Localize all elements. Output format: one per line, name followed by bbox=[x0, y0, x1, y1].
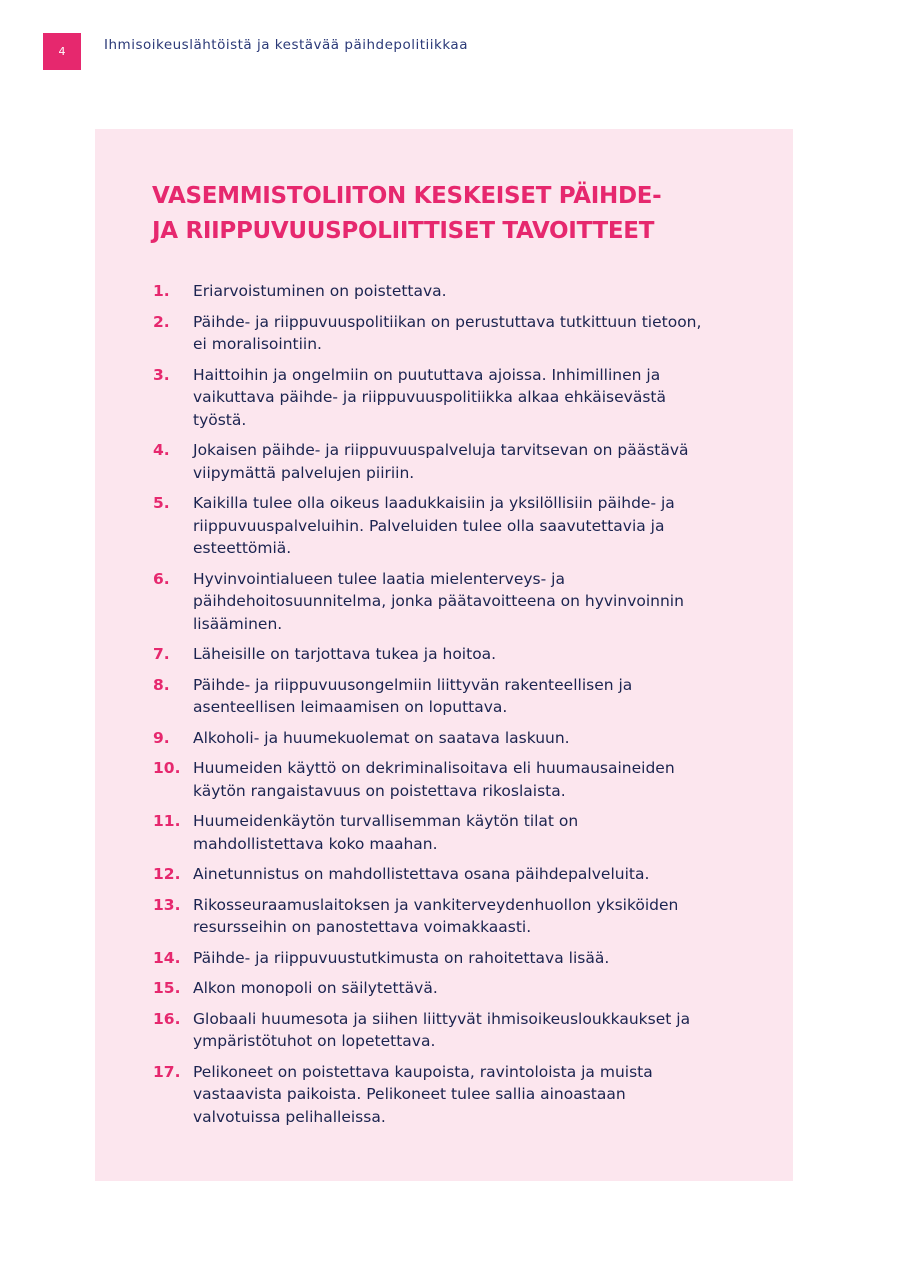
goal-item bbox=[153, 643, 713, 666]
goal-item bbox=[153, 757, 713, 802]
goals-panel bbox=[95, 129, 793, 1181]
goal-number: 2. bbox=[153, 312, 170, 331]
goal-number: 17. bbox=[153, 1062, 181, 1081]
panel-heading bbox=[152, 179, 772, 249]
goal-item bbox=[153, 894, 713, 939]
heading-line-1: VASEMMISTOLIITON KESKEISET PÄIHDE- bbox=[152, 183, 662, 209]
goal-text: Huumeidenkäytön turvallisemman käytön tilat on mahdollistettava koko maahan. bbox=[193, 812, 579, 853]
goal-text: Eriarvoistuminen on poistettava. bbox=[193, 282, 447, 300]
goal-item bbox=[153, 311, 713, 356]
goal-text: Päihde- ja riippuvuuspolitiikan on perustuttava tutkittuun tietoon, ei moralisointiin. bbox=[193, 312, 702, 353]
goal-number: 16. bbox=[153, 1009, 181, 1028]
goal-item bbox=[153, 727, 713, 750]
goal-text: Alkon monopoli on säilytettävä. bbox=[193, 979, 438, 997]
goal-text: Päihde- ja riippuvuusongelmiin liittyvän rakenteellisen ja asenteellisen leimaamisen on loputtava. bbox=[193, 675, 633, 716]
goal-item bbox=[153, 439, 713, 484]
goal-number: 4. bbox=[153, 441, 170, 459]
goal-item bbox=[153, 674, 713, 719]
goal-number: 10. bbox=[153, 759, 181, 777]
goal-item bbox=[153, 1061, 713, 1129]
goal-number: 14. bbox=[153, 948, 181, 967]
goal-text: Päihde- ja riippuvuustutkimusta on rahoitettava lisää. bbox=[193, 948, 610, 967]
goal-text: Jokaisen päihde- ja riippuvuuspalveluja tarvitsevan on päästävä viipymättä palvelujen piiriin. bbox=[193, 441, 689, 482]
goal-number: 15. bbox=[153, 979, 181, 997]
goal-number: 12. bbox=[153, 865, 181, 883]
goal-text: Rikosseuraamuslaitoksen ja vankiterveydenhuollon yksiköiden resursseihin on panostettava voimakkaasti. bbox=[193, 895, 679, 936]
goal-number: 9. bbox=[153, 728, 170, 747]
goal-number: 13. bbox=[153, 895, 181, 914]
goal-item bbox=[153, 947, 713, 970]
goal-text: Huumeiden käyttö on dekriminalisoitava eli huumausaineiden käytön rangaistavuus on poistettava rikoslaista. bbox=[193, 759, 675, 800]
goal-text: Hyvinvointialueen tulee laatia mielenterveys- ja päihdehoitosuunnitelma, jonka päätavoitteena on hyvinvoinnin lisääminen. bbox=[193, 569, 684, 633]
goals-list bbox=[153, 280, 713, 1136]
heading-line-2: JA RIIPPUVUUSPOLIITTISET TAVOITTEET bbox=[152, 218, 655, 244]
goal-item bbox=[153, 863, 713, 886]
goal-text: Alkoholi- ja huumekuolemat on saatava laskuun. bbox=[193, 728, 570, 747]
goal-item bbox=[153, 364, 713, 432]
goal-item bbox=[153, 810, 713, 855]
goal-item bbox=[153, 492, 713, 560]
goal-number: 1. bbox=[153, 282, 170, 300]
goal-item bbox=[153, 977, 713, 1000]
goal-item bbox=[153, 1008, 713, 1053]
goal-text: Ainetunnistus on mahdollistettava osana päihdepalveluita. bbox=[193, 865, 650, 883]
goal-number: 6. bbox=[153, 569, 170, 588]
goal-number: 8. bbox=[153, 675, 170, 694]
page-number-badge: 4 bbox=[43, 33, 81, 70]
goal-number: 7. bbox=[153, 645, 170, 663]
goal-item bbox=[153, 568, 713, 636]
goal-text: Globaali huumesota ja siihen liittyvät ihmisoikeusloukkaukset ja ympäristötuhot on lopetettava. bbox=[193, 1009, 691, 1050]
goal-number: 3. bbox=[153, 365, 170, 384]
goal-item bbox=[153, 280, 713, 303]
running-header-title: Ihmisoikeuslähtöistä ja kestävää päihdepolitiikkaa bbox=[104, 37, 468, 53]
goal-number: 11. bbox=[153, 812, 181, 830]
goal-text: Haittoihin ja ongelmiin on puututtava ajoissa. Inhimillinen ja vaikuttava päihde- ja riippuvuuspolitiikka alkaa ehkäisevästä työstä. bbox=[193, 365, 666, 429]
goal-text: Läheisille on tarjottava tukea ja hoitoa. bbox=[193, 645, 497, 663]
goal-text: Kaikilla tulee olla oikeus laadukkaisiin ja yksilöllisiin päihde- ja riippuvuuspalveluihin. Palveluiden tulee olla saavutettavia ja esteettömiä. bbox=[193, 494, 675, 557]
goal-text: Pelikoneet on poistettava kaupoista, ravintoloista ja muista vastaavista paikoista. Pelikoneet tulee sallia ainoastaan valvotuissa pelihalleissa. bbox=[193, 1062, 653, 1126]
goal-number: 5. bbox=[153, 494, 170, 512]
